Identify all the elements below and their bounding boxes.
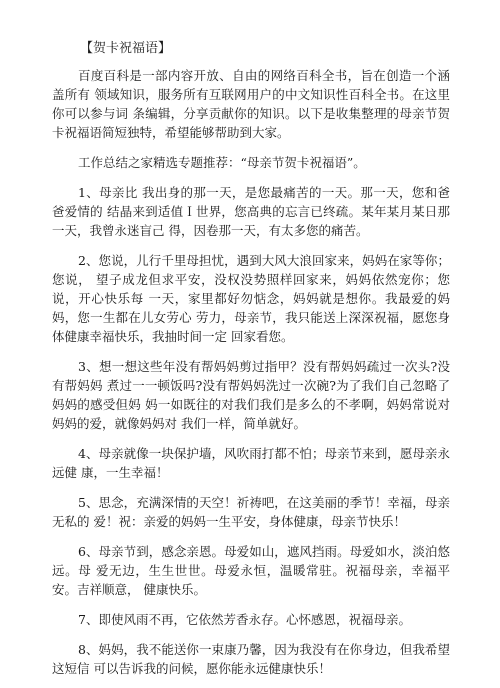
- intro-paragraph: 百度百科是一部内容开放、自由的网络百科全书，旨在创造一个涵盖所有 领域知识，服务所有互联网用户的中文知识性百科全书。在这里你可以参与词 条编辑，分享贡献你的知识。以下是收集整理的母亲节贺卡祝福语简短独特，希望能够帮助到大家。: [52, 68, 450, 140]
- blessing-paragraph-3: 3、想一想这些年没有帮妈妈剪过指甲？没有帮妈妈疏过一次头?没有帮妈妈 煮过一一顿饭吗?没有帮妈妈洗过一次碗?为了我们自己忽略了妈妈的感受但妈 妈一如既往的对我们我们是多么的不孝啊，妈妈常说对妈妈的爱，就像妈妈对 我们一样，简单就好。: [52, 359, 450, 431]
- blessing-paragraph-7: 7、即使风雨不再，它依然芳香永存。心怀感恩，祝福母亲。: [78, 612, 411, 627]
- blessing-paragraph-8: 8、妈妈，我不能送你一束康乃馨，因为我没有在你身边，但我希望这短信 可以告诉我的问候，愿你能永远健康快乐！: [52, 642, 450, 676]
- recommendation-paragraph: 工作总结之家精选专题推荐：“母亲节贺卡祝福语”。: [78, 155, 366, 170]
- blessing-paragraph-6: 6、母亲节到，感念亲恩。母爱如山，遮风挡雨。母爱如水，淡泊悠远。母 爱无边，生生世世。母爱永恒，温暖常驻。祝福母亲，幸福平安。吉祥顺意， 健康快乐。: [52, 544, 450, 597]
- document-title: 【贺卡祝福语】: [80, 41, 172, 56]
- document-page: [52, 40, 450, 688]
- blessing-paragraph-1: 1、母亲比 我出身的那一天，是您最痛苦的一天。那一天，您和爸爸爱情的 结晶来到适值Ｉ世界，您高典的忘言已终疏。某年某月某日那一天，我曾永迷盲己 得，因卷那一天，有太多您的痛苦。: [52, 185, 450, 238]
- blessing-paragraph-4: 4、母亲就像一块保护墙，风吹雨打都不怕；母亲节来到，愿母亲永远健 康，一生幸福！: [52, 446, 450, 480]
- blessing-paragraph-5: 5、思念，充满深情的天空！祈祷吧，在这美丽的季节！幸福，母亲无私的 爱！祝：亲爱的妈妈一生平安，身体健康，母亲节快乐！: [52, 495, 450, 529]
- blessing-paragraph-2: 2、您说，儿行千里母担忧，遇到大风大浪回家来，妈妈在家等你；您说， 望子成龙但求平安，没权没势照样回家来，妈妈依然宠你；您说，开心快乐每 一天，家里都好勿惦念，妈妈就是想你。我最爱的妈妈，您一生都在儿女劳心 劳力，母亲节，我只能送上深深祝福，愿您身体健康幸福快乐，我抽时间一定 回家看您。: [52, 253, 450, 344]
